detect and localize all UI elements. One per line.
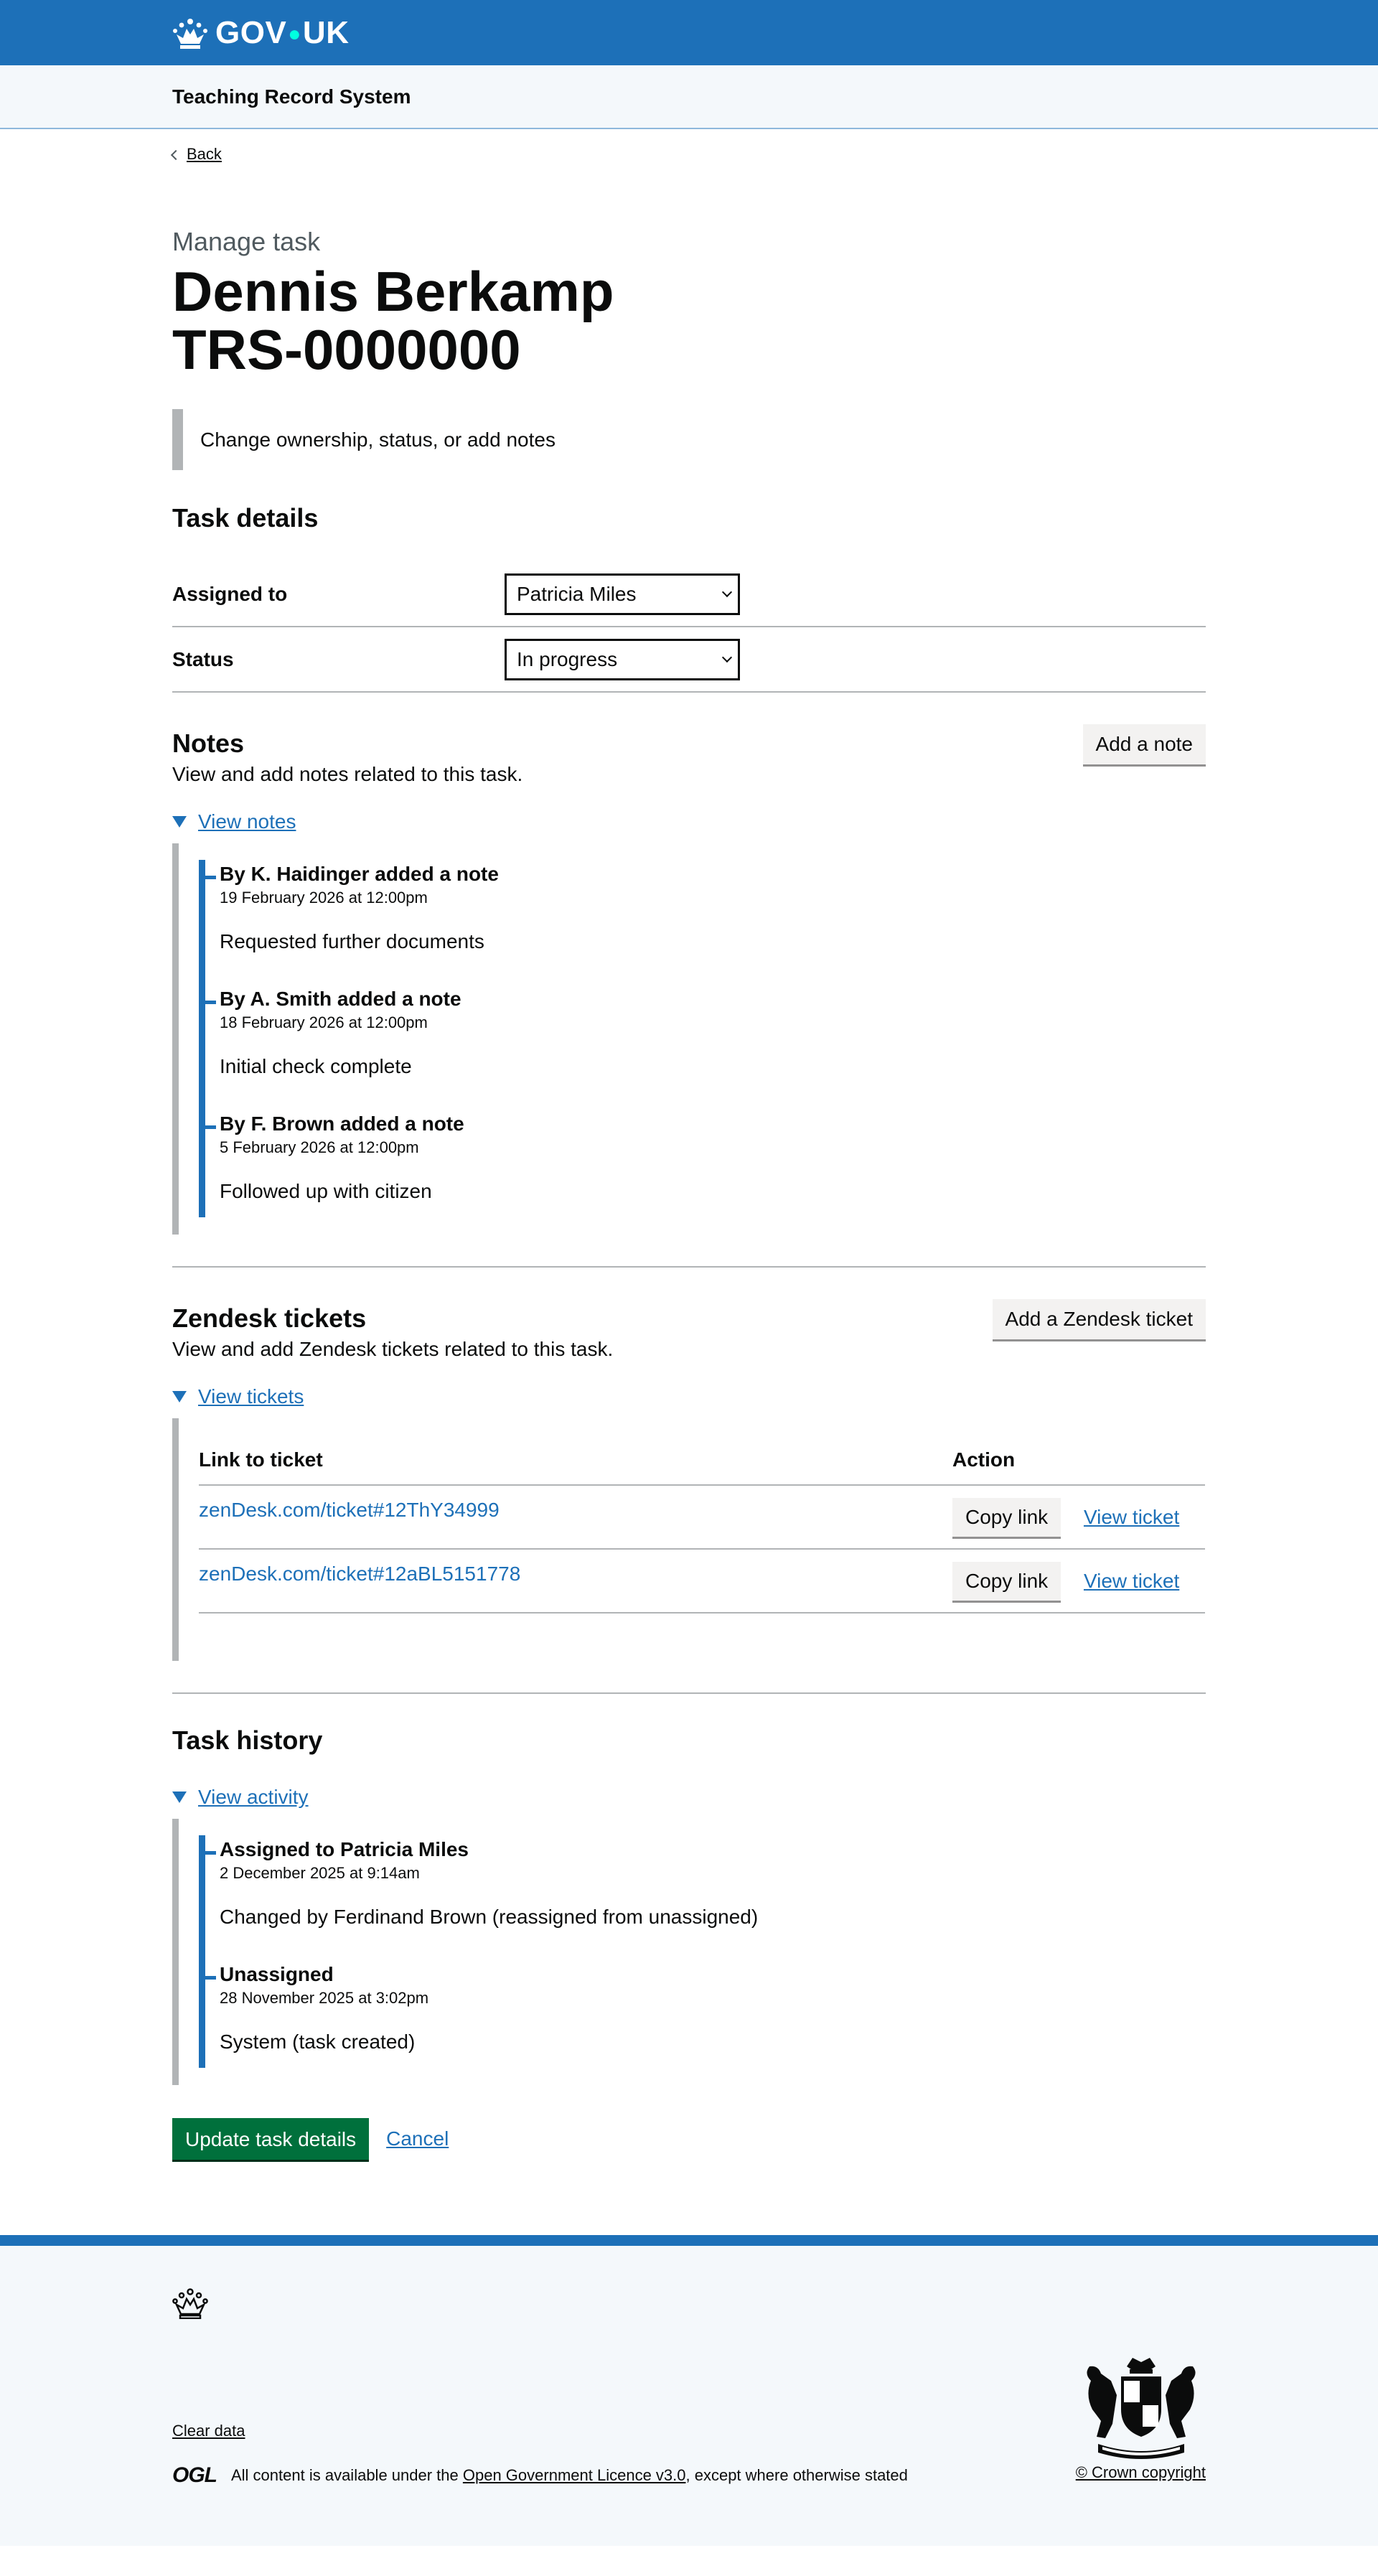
add-zendesk-ticket-button[interactable]: Add a Zendesk ticket [993, 1299, 1206, 1339]
task-details-list [172, 562, 1206, 693]
chevron-left-icon [171, 150, 181, 160]
timeline-item [220, 1113, 1206, 1203]
ticket-link[interactable]: zenDesk.com/ticket#12aBL5151778 [199, 1563, 521, 1586]
section-divider [172, 1266, 1206, 1268]
back-link-label: Back [187, 145, 222, 163]
assigned-to-row [172, 562, 1206, 627]
task-details-heading: Task details [172, 503, 319, 533]
view-ticket-link[interactable]: View ticket [1083, 1569, 1180, 1592]
view-tickets-toggle[interactable] [172, 1385, 1206, 1408]
chevron-down-icon [722, 652, 732, 662]
crown-icon [172, 2287, 208, 2319]
ogl-logo: OGL [172, 2463, 217, 2488]
clear-data-link[interactable]: Clear data [172, 2422, 245, 2440]
view-tickets-link[interactable]: View tickets [198, 1385, 304, 1408]
back-link[interactable] [172, 145, 222, 164]
note-title: By K. Haidinger added a note [220, 863, 499, 886]
tickets-table [199, 1435, 1205, 1613]
status-value: In progress [517, 647, 618, 670]
assigned-to-label: Assigned to [172, 582, 288, 605]
tickets-details-body [172, 1418, 1206, 1661]
note-title: By F. Brown added a note [220, 1113, 464, 1135]
cancel-link[interactable]: Cancel [386, 2127, 449, 2150]
view-notes-link[interactable]: View notes [198, 810, 296, 833]
section-divider [172, 1692, 1206, 1694]
form-actions [172, 2118, 1206, 2160]
table-header-row [199, 1435, 1205, 1485]
notes-section [172, 724, 1206, 1235]
note-text: Requested further documents [220, 930, 484, 953]
footer [0, 2235, 1378, 2546]
service-name[interactable]: Teaching Record System [172, 85, 411, 108]
activity-title: Assigned to Patricia Miles [220, 1838, 469, 1861]
triangle-down-icon [172, 1792, 187, 1803]
royal-coat-of-arms-icon [1077, 2352, 1206, 2460]
add-note-button[interactable]: Add a note [1083, 724, 1206, 764]
zendesk-description: View and add Zendesk tickets related to this task. [172, 1338, 614, 1361]
notes-description: View and add notes related to this task. [172, 763, 523, 786]
activity-details-body [172, 1819, 1206, 2085]
action-column-header: Action [952, 1435, 1205, 1485]
note-title: By A. Smith added a note [220, 988, 461, 1011]
activity-date: 28 November 2025 at 3:02pm [220, 1989, 429, 2008]
ticket-link[interactable]: zenDesk.com/ticket#12ThY34999 [199, 1499, 500, 1522]
timeline-item [220, 1838, 1206, 1929]
timeline-item [220, 863, 1206, 953]
view-activity-toggle[interactable] [172, 1786, 1206, 1809]
copy-link-button[interactable]: Copy link [952, 1498, 1061, 1537]
trn-number: TRS-0000000 [172, 318, 521, 382]
status-row [172, 627, 1206, 693]
person-name: Dennis Berkamp [172, 260, 614, 323]
govuk-logo-text: GOV●UK [215, 14, 350, 50]
view-notes-toggle[interactable] [172, 810, 1206, 833]
activity-text: System (task created) [220, 2031, 416, 2053]
page-title [172, 260, 1206, 382]
inset-text: Change ownership, status, or add notes [172, 409, 1206, 470]
service-navigation [0, 65, 1378, 129]
activity-timeline [199, 1835, 1206, 2068]
activity-title: Unassigned [220, 1963, 334, 1986]
note-date: 5 February 2026 at 12:00pm [220, 1138, 419, 1157]
assigned-to-value: Patricia Miles [517, 582, 637, 605]
status-select[interactable] [505, 639, 740, 680]
timeline-item [220, 988, 1206, 1078]
link-column-header: Link to ticket [199, 1435, 952, 1485]
notes-timeline [199, 860, 1206, 1217]
note-text: Initial check complete [220, 1055, 412, 1078]
activity-text: Changed by Ferdinand Brown (reassigned from unassigned) [220, 1906, 759, 1929]
triangle-down-icon [172, 816, 187, 828]
view-activity-link[interactable]: View activity [198, 1786, 309, 1809]
timeline-item [220, 1963, 1206, 2053]
govuk-logo-link[interactable] [172, 15, 349, 51]
status-label: Status [172, 647, 234, 670]
crown-copyright-link[interactable]: © Crown copyright [1075, 2463, 1206, 2482]
task-history-heading: Task history [172, 1725, 323, 1756]
crown-icon [172, 17, 208, 49]
zendesk-heading: Zendesk tickets [172, 1303, 367, 1334]
licence-info [172, 2463, 908, 2488]
table-row [199, 1549, 1205, 1613]
triangle-down-icon [172, 1391, 187, 1402]
note-date: 19 February 2026 at 12:00pm [220, 889, 428, 907]
open-government-licence-link[interactable]: Open Government Licence v3.0 [462, 2466, 686, 2485]
assigned-to-select[interactable] [505, 573, 740, 615]
gov-header [0, 0, 1378, 65]
note-text: Followed up with citizen [220, 1180, 432, 1203]
main-content [172, 129, 1206, 2160]
activity-date: 2 December 2025 at 9:14am [220, 1864, 420, 1883]
notes-heading: Notes [172, 729, 245, 759]
licence-text: All content is available under the Open Government Licence v3.0, except where otherwise stated [231, 2466, 908, 2485]
zendesk-section [172, 1299, 1206, 1661]
page-caption: Manage task [172, 227, 321, 256]
task-history-section [172, 1725, 1206, 2085]
chevron-down-icon [722, 587, 732, 597]
table-row [199, 1485, 1205, 1549]
notes-details-body [172, 843, 1206, 1235]
copy-link-button[interactable]: Copy link [952, 1562, 1061, 1601]
update-task-button[interactable]: Update task details [172, 2118, 369, 2160]
view-ticket-link[interactable]: View ticket [1083, 1505, 1180, 1528]
note-date: 18 February 2026 at 12:00pm [220, 1013, 428, 1032]
